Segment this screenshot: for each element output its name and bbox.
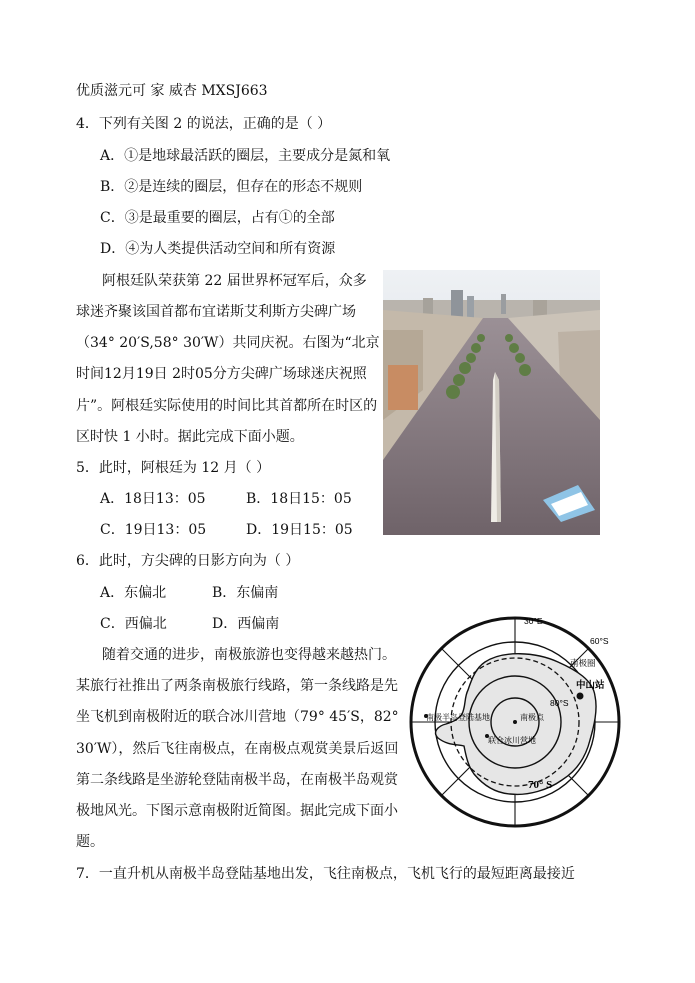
q6-option-c: C．西偏北	[100, 616, 167, 632]
map-label-70s: 70° S	[528, 779, 553, 791]
question-4-stem: 4．下列有关图 2 的说法，正确的是（ ）	[76, 116, 332, 132]
q5-option-c: C．19日13：05	[100, 522, 207, 538]
map-label-60s: 60°S	[590, 636, 609, 646]
q4-option-a: A．①是地球最活跃的圈层，主要成分是氮和氧	[100, 148, 391, 164]
passage1-line: （34° 20′S,58° 30′W）共同庆祝。右图为“北京	[76, 335, 380, 351]
q5-option-b: B．18日15：05	[246, 491, 352, 507]
q6-option-d: D．西偏南	[212, 616, 280, 632]
q5-option-d: D．19日15：05	[246, 522, 353, 538]
map-label-union-glacier-camp: 联合冰川营地	[488, 736, 536, 745]
question-7-stem: 7．一直升机从南极半岛登陆基地出发，飞往南极点，飞机飞行的最短距离最接近	[76, 866, 575, 882]
passage1-line: 时间12月19日 2时05分方尖碑广场球迷庆祝照	[76, 366, 367, 382]
page-header: 优质滋元可 家 威杏 MXSJ663	[76, 83, 268, 99]
passage2-line: 题。	[76, 834, 104, 850]
q4-option-b: B．②是连续的圈层，但存在的形态不规则	[100, 179, 363, 195]
question-6-stem: 6．此时，方尖碑的日影方向为（ ）	[76, 553, 300, 569]
map-label-30e: 30°E	[524, 616, 543, 626]
passage1-line: 片”。阿根廷实际使用的时间比其首都所在时区的	[76, 398, 378, 414]
passage2-line: 随着交通的进步，南极旅游也变得越来越热门。	[102, 647, 396, 663]
passage2-line: 30′W），然后飞往南极点，在南极点观赏美景后返回	[76, 741, 399, 757]
passage2-line: 某旅行社推出了两条南极旅行线路，第一条线路是先	[76, 678, 398, 694]
passage1-line: 区时快 1 小时。据此完成下面小题。	[76, 429, 304, 445]
obelisk-crowd-photo	[383, 270, 600, 535]
q4-option-c: C．③是最重要的圈层，占有①的全部	[100, 210, 335, 226]
passage1-line: 球迷齐聚该国首都布宜诺斯艾利斯方尖碑广场	[76, 304, 356, 320]
antarctica-map	[408, 610, 622, 835]
passage1-line: 阿根廷队荣获第 22 届世界杯冠军后，众多	[102, 273, 367, 289]
q4-option-d: D．④为人类提供活动空间和所有资源	[100, 241, 336, 257]
map-label-zhongshan-station: 中山站	[576, 680, 605, 691]
q6-option-b: B．东偏南	[212, 585, 279, 601]
map-label-80s: 80°S	[550, 698, 569, 708]
passage2-line: 坐飞机到南极附近的联合冰川营地（79° 45′S，82°	[76, 709, 399, 725]
q5-option-a: A．18日13：05	[100, 491, 206, 507]
map-label-antarctic-circle: 南极圈	[570, 659, 596, 669]
passage2-line: 第二条线路是坐游轮登陆南极半岛，在南极半岛观赏	[76, 772, 398, 788]
map-label-landing-base: 南极半岛登陆基地	[426, 713, 490, 722]
passage2-line: 极地风光。下图示意南极附近简图。据此完成下面小	[76, 803, 398, 819]
question-5-stem: 5．此时，阿根廷为 12 月（ ）	[76, 460, 271, 476]
map-label-south-pole: 南极点	[520, 713, 544, 722]
q6-option-a: A．东偏北	[100, 585, 167, 601]
